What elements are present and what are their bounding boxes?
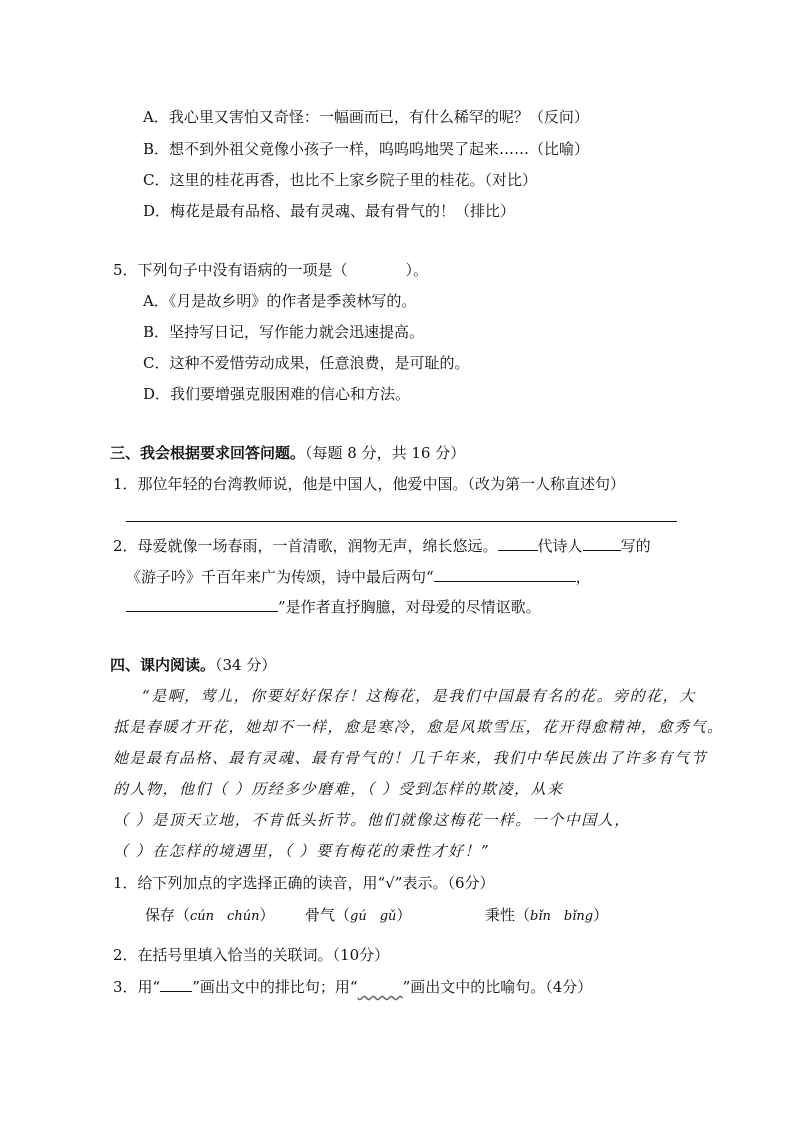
section4-q1: 1．给下列加点的字选择正确的读音，用“√”表示。（6分） <box>113 874 495 892</box>
section3-heading: 三、我会根据要求回答问题。（每题 8 分，共 16 分） <box>110 444 466 462</box>
pinyin-item-3: 秉性（bǐn bǐng） <box>485 906 609 924</box>
straight-underline-sample <box>160 976 192 992</box>
pinyin-item-2: 骨气（gú gǔ） <box>305 906 412 924</box>
q4-option-d: D．梅花是最有品格、最有灵魂、最有骨气的！（排比） <box>143 202 516 220</box>
section4-heading: 四、课内阅读。（34 分） <box>110 656 277 674</box>
section3-q2-line1: 2．母爱就像一场春雨，一首清歌，润物无声，绵长悠远。 代诗人 写的 <box>113 537 651 555</box>
pinyin-options-2[interactable]: gú gǔ <box>350 909 397 924</box>
section4-q3: 3．用“ ”画出文中的排比句；用“ ”画出文中的比喻句。（4分） <box>113 978 593 996</box>
wavy-underline-sample <box>358 977 403 997</box>
passage-line-5: （ ）是顶天立地，不肯低头折节。他们就像这梅花一样。一个中国人， <box>113 811 631 829</box>
section3-q1-answer-line[interactable] <box>126 521 677 522</box>
q5-option-c: C．这种不爱惜劳动成果，任意浪费，是可耻的。 <box>143 354 470 372</box>
pinyin-item-1: 保存（cún chún） <box>145 906 275 924</box>
dynasty-blank[interactable] <box>498 535 538 551</box>
section3-q2-line2: 《游子吟》千百年来广为传颂，诗中最后两句“ ， <box>126 568 591 586</box>
q4-option-b: B．想不到外祖父竟像小孩子一样，呜呜呜地哭了起来……（比喻） <box>143 140 590 158</box>
q5-option-a: A．《月是故乡明》的作者是季羡林写的。 <box>143 292 417 310</box>
passage-line-1: “是啊，莺儿，你要好好保存！这梅花，是我们中国最有名的花。旁的花，大 <box>142 687 696 705</box>
q5-option-b: B．坚持写日记，写作能力就会迅速提高。 <box>143 323 425 341</box>
section4-q2: 2．在括号里填入恰当的关联词。（10分） <box>113 946 390 964</box>
poem-line2-blank[interactable] <box>126 596 278 612</box>
q5-option-d: D．我们要增强克服困难的信心和方法。 <box>143 385 411 403</box>
pinyin-options-3[interactable]: bǐn bǐng <box>530 909 594 924</box>
section3-q1: 1．那位年轻的台湾教师说，他是中国人，他爱中国。（改为第一人称直述句） <box>113 475 626 493</box>
poem-line1-blank[interactable] <box>434 566 576 582</box>
section3-q2-line3: ”是作者直抒胸臆，对母爱的尽情讴歌。 <box>126 596 541 617</box>
q5-stem: 5．下列句子中没有语病的一项是（ ）。 <box>113 261 429 279</box>
pinyin-options-1[interactable]: cún chún <box>190 909 260 924</box>
q4-option-a: A．我心里又害怕又奇怪：一幅画而已，有什么稀罕的呢？（反问） <box>143 108 589 126</box>
passage-line-6: （ ）在怎样的境遇里，（ ）要有梅花的秉性才好！” <box>113 842 491 860</box>
passage-line-4: 的人物，他们（ ）历经多少磨难，（ ）受到怎样的欺凌，从来 <box>113 780 564 798</box>
poet-blank[interactable] <box>583 535 621 551</box>
q4-option-c: C．这里的桂花再香，也比不上家乡院子里的桂花。（对比） <box>143 171 537 189</box>
passage-line-2: 抵是春暖才开花，她却不一样，愈是寒冷，愈是风欺雪压，花开得愈精神，愈秀气。 <box>113 718 724 736</box>
passage-line-3: 她是最有品格、最有灵魂、最有骨气的！几千年来，我们中华民族出了许多有气节 <box>113 749 708 767</box>
